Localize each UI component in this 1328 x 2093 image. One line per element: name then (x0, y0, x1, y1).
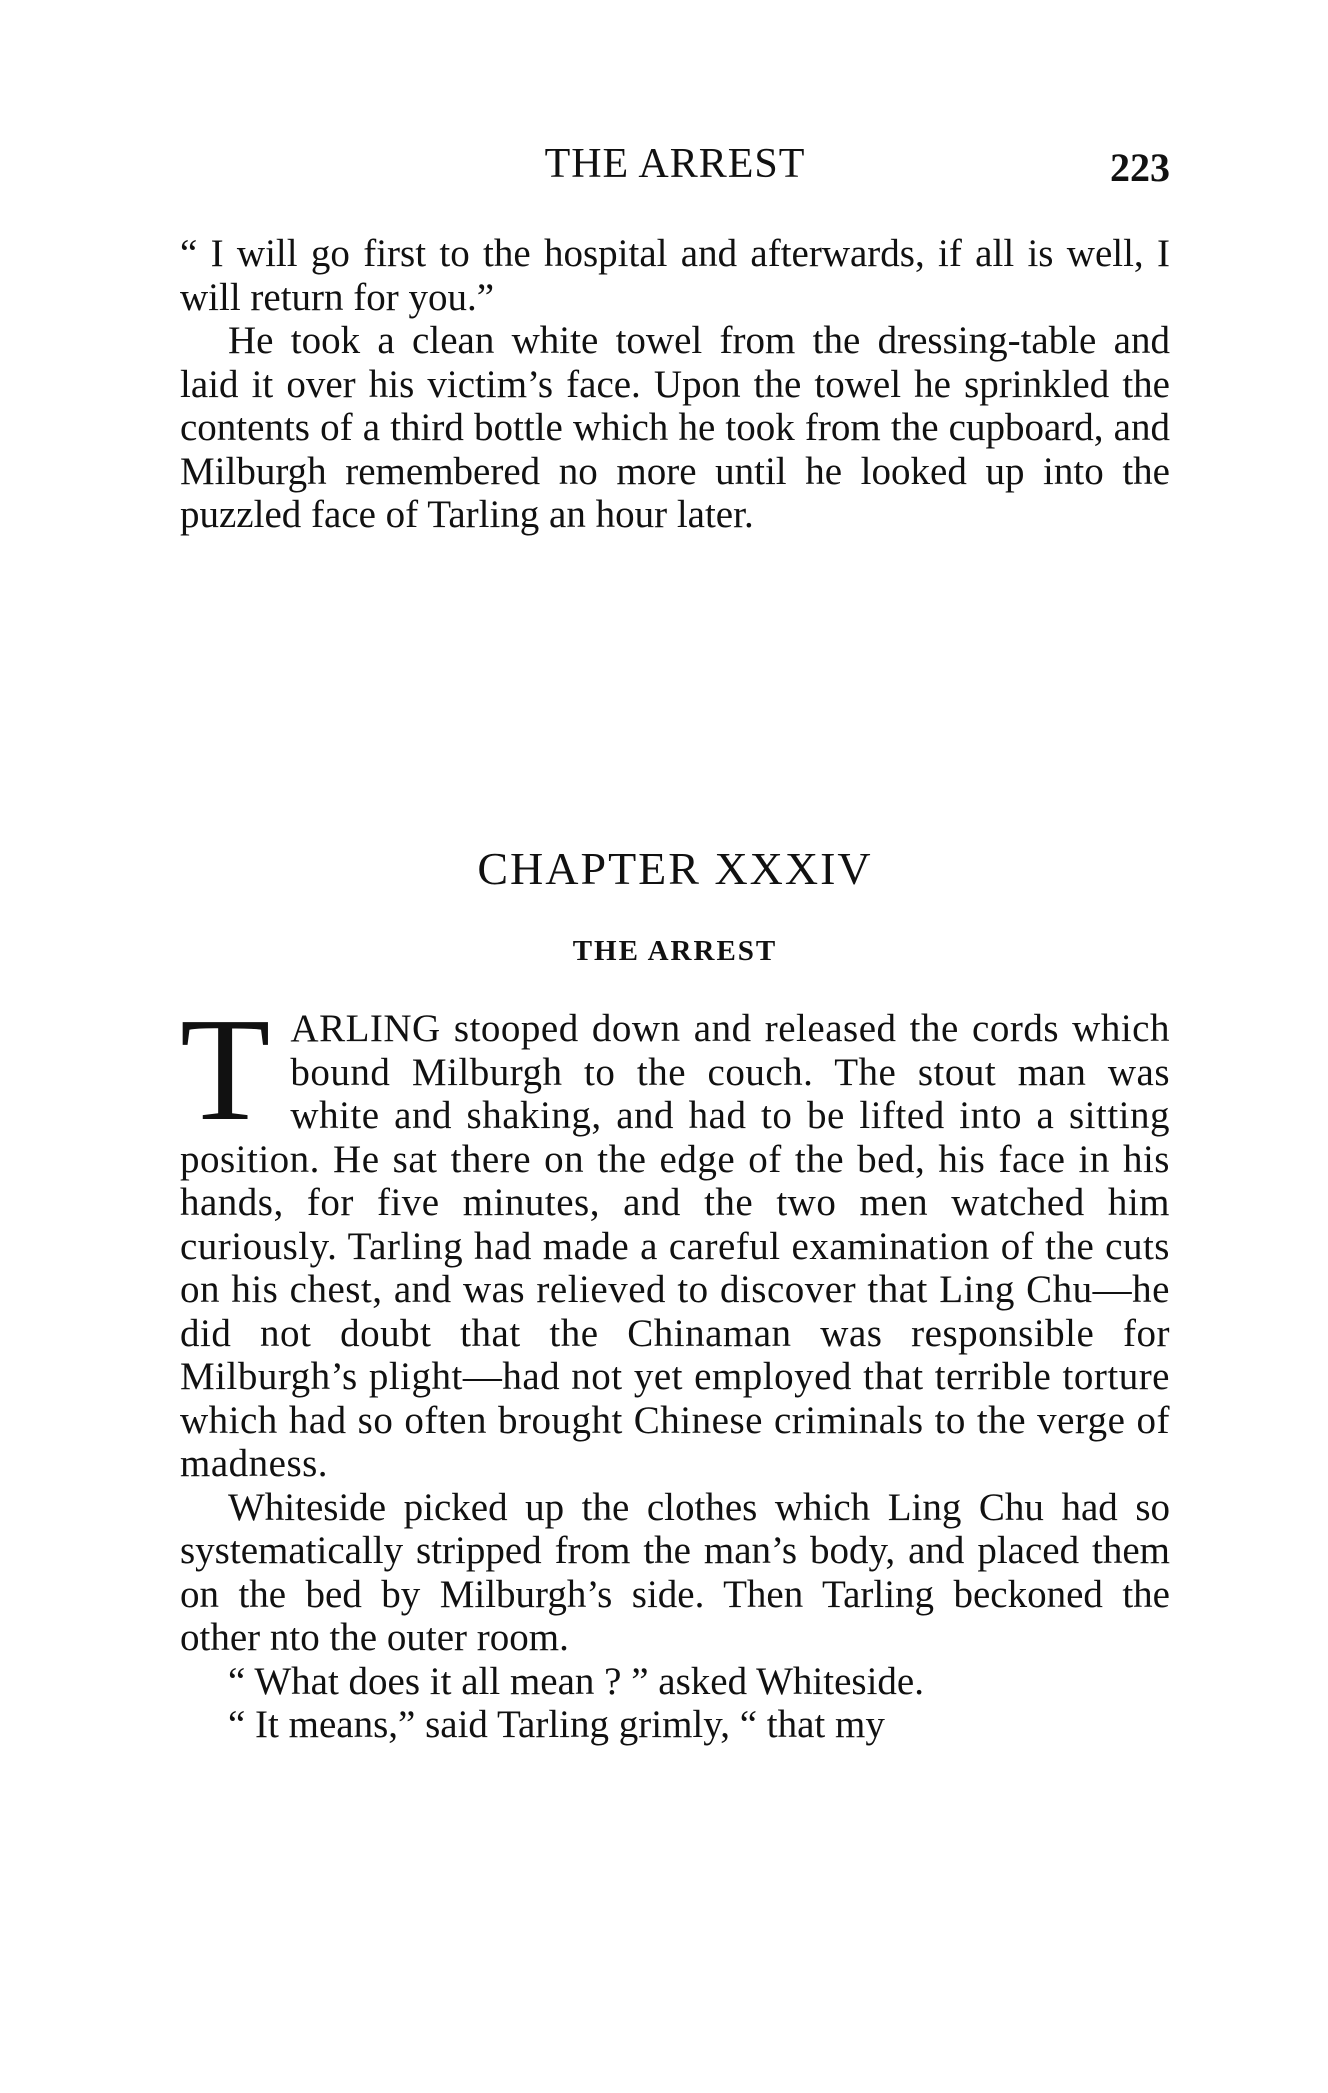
running-title: THE ARREST (544, 141, 806, 187)
chapter-number: CHAPTER XXXIV (477, 843, 873, 894)
paragraph: He took a clean white towel from the dressing-table and laid it over his victim’s face. Upon the towel he sprinkled the contents of a third bottle which he took from the cupboard, and Milburgh remembered no more until he looked up into the puzzled face of Tarling an hour later. (180, 319, 1170, 536)
opening-text (180, 232, 1170, 537)
chapter-title: THE ARREST (572, 935, 778, 967)
chapter-body (180, 988, 1170, 1747)
paragraph: “ What does it all mean ? ” asked Whiteside. (228, 1659, 924, 1703)
page-header (180, 140, 1170, 190)
paragraph: Whiteside picked up the clothes which Ling Chu had so systematically stripped from the man’s body, and placed them on the bed by Milburgh’s side. Then Tarling beckoned the other nto the outer room. (180, 1485, 1170, 1659)
first-paragraph-text: ARLING stooped down and released the cords which bound Milburgh to the couch. The stout man was white and shaking, and had to be lifted into a sitting position. He sat there on the edge of the bed, his face in his hands, for five minutes, and the two men watched him curiously. Tarling had made a careful examination of the cuts on his chest, and was relieved to discover that Ling Chu—he did not doubt that the Chinaman was responsible for Milburgh’s plight—had not yet employed that terrible torture which had so often brought Chinese criminals to the verge of madness. (180, 1007, 1170, 1485)
page-number: 223 (1110, 145, 1170, 190)
paragraph: “ I will go first to the hospital and afterwards, if all is well, I will return for you.” (180, 232, 1170, 319)
drop-cap: T (180, 988, 271, 1152)
first-paragraph (180, 988, 1170, 1486)
paragraph: “ It means,” said Tarling grimly, “ that my (228, 1703, 885, 1746)
